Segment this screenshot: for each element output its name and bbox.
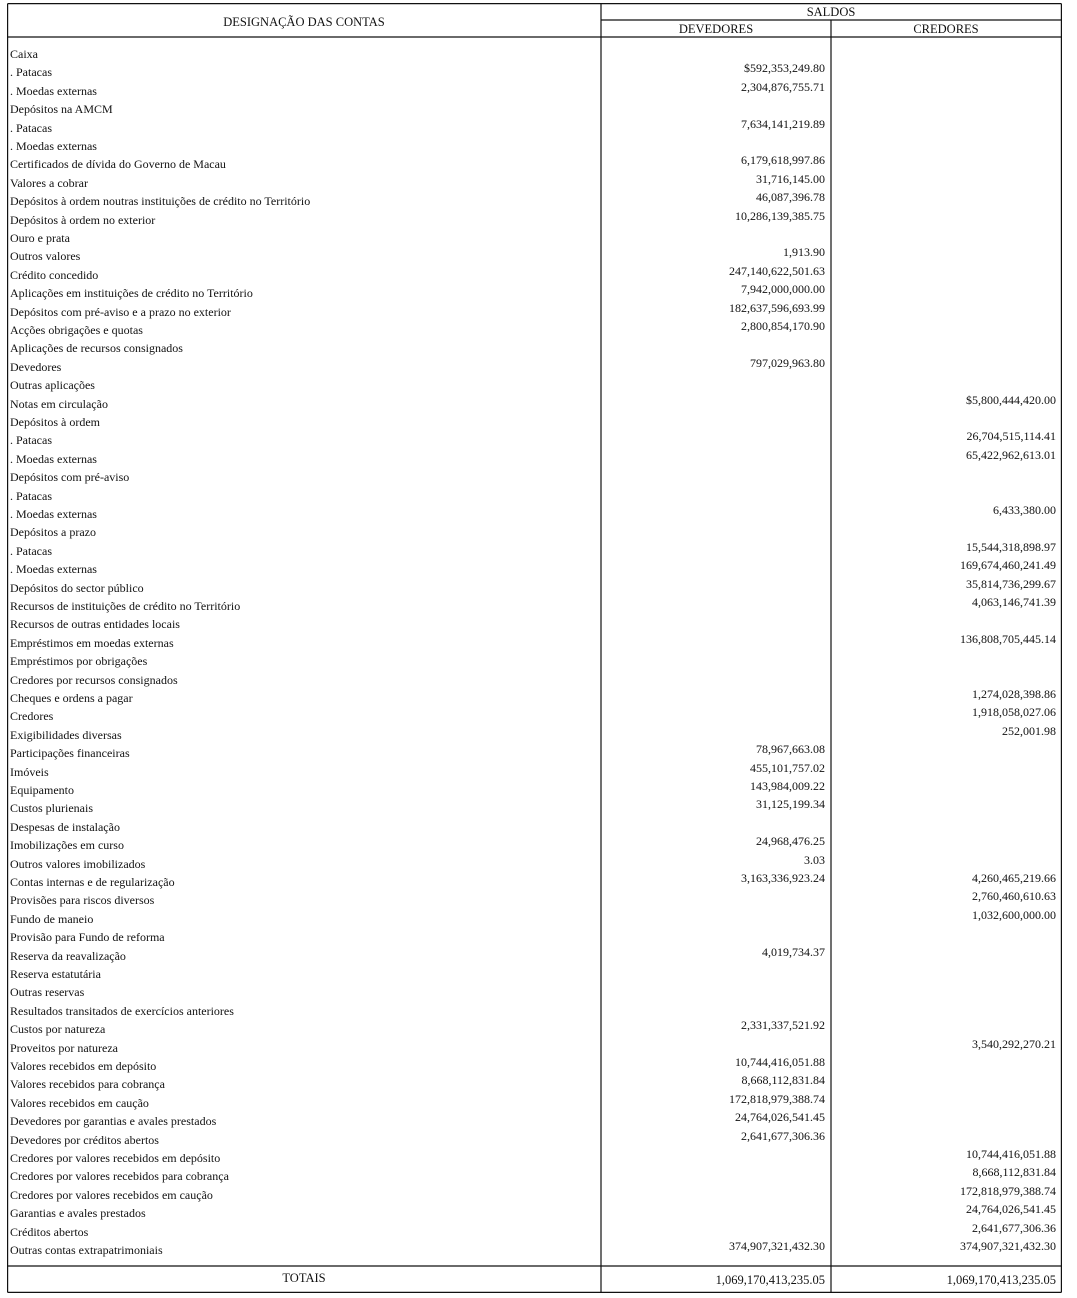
balance-sheet-table bbox=[7, 3, 1062, 1293]
account-label: . Moedas externas bbox=[10, 507, 97, 521]
credores-header: CREDORES bbox=[913, 22, 979, 36]
account-label: . Moedas externas bbox=[10, 451, 97, 466]
account-label: Depósitos na AMCM bbox=[10, 102, 113, 117]
debit-value: 8,668,112,831.84 bbox=[741, 1073, 825, 1088]
credit-value: 8,668,112,831.84 bbox=[972, 1165, 1056, 1180]
credit-value: 252,001.98 bbox=[1002, 723, 1056, 738]
debit-value: 797,029,963.80 bbox=[750, 355, 825, 370]
credit-value: 65,422,962,613.01 bbox=[966, 447, 1056, 462]
debit-value: 10,744,416,051.88 bbox=[735, 1055, 825, 1069]
credit-value: 1,274,028,398.86 bbox=[972, 687, 1056, 701]
credit-value: 169,674,460,241.49 bbox=[960, 558, 1056, 573]
debit-value: 24,764,026,541.45 bbox=[735, 1110, 825, 1125]
account-label: Empréstimos em moedas externas bbox=[10, 635, 174, 650]
account-label: Proveitos por natureza bbox=[10, 1040, 118, 1055]
credit-value: 1,032,600,000.00 bbox=[972, 907, 1056, 922]
debit-value: 7,634,141,219.89 bbox=[741, 116, 825, 131]
account-label: . Patacas bbox=[10, 120, 52, 135]
account-label: Depósitos com pré-aviso e a prazo no exterior bbox=[10, 304, 231, 319]
account-label: Certificados de dívida do Governo de Macau bbox=[10, 157, 226, 172]
account-label: Outras contas extrapatrimoniais bbox=[10, 1243, 163, 1257]
account-label: Depósitos à ordem bbox=[10, 415, 100, 429]
account-label: Devedores bbox=[10, 359, 62, 374]
account-label: Caixa bbox=[10, 47, 38, 61]
account-label: Valores recebidos em caução bbox=[10, 1095, 149, 1110]
credit-value: 10,744,416,051.88 bbox=[966, 1147, 1056, 1161]
credit-value: 24,764,026,541.45 bbox=[966, 1202, 1056, 1217]
debit-value: 182,637,596,693.99 bbox=[729, 300, 825, 315]
saldos-header: SALDOS bbox=[806, 5, 856, 19]
credit-value: 172,818,979,388.74 bbox=[960, 1183, 1056, 1198]
credit-value: 2,760,460,610.63 bbox=[972, 889, 1056, 904]
debit-value: 2,800,854,170.90 bbox=[741, 319, 825, 333]
account-label: . Moedas externas bbox=[10, 562, 97, 577]
debit-value: 3.03 bbox=[804, 852, 825, 867]
account-label: Contas internas e de regularização bbox=[10, 875, 175, 889]
credit-value: 4,063,146,741.39 bbox=[972, 595, 1056, 609]
debit-value: 143,984,009.22 bbox=[750, 779, 825, 793]
debit-value: 374,907,321,432.30 bbox=[729, 1239, 825, 1253]
debit-value: 2,641,677,306.36 bbox=[741, 1128, 825, 1143]
account-label: Outras aplicações bbox=[10, 378, 95, 393]
account-label: Aplicações de recursos consignados bbox=[10, 341, 183, 356]
debit-value: 46,087,396.78 bbox=[756, 190, 825, 205]
account-label: Ouro e prata bbox=[10, 231, 70, 245]
account-label: Valores recebidos para cobrança bbox=[10, 1077, 165, 1092]
debit-value: 6,179,618,997.86 bbox=[741, 153, 825, 168]
credit-value: 3,540,292,270.21 bbox=[972, 1036, 1056, 1051]
account-label: Despesas de instalação bbox=[10, 819, 120, 834]
debit-value: 31,125,199.34 bbox=[756, 797, 825, 812]
account-label: . Moedas externas bbox=[10, 139, 97, 153]
account-label: . Patacas bbox=[10, 488, 52, 503]
account-label: Imóveis bbox=[10, 764, 49, 779]
devedores-header: DEVEDORES bbox=[678, 22, 754, 36]
account-label: Devedores por créditos abertos bbox=[10, 1132, 159, 1147]
debit-value: 31,716,145.00 bbox=[756, 171, 825, 186]
credit-value: 15,544,318,898.97 bbox=[966, 539, 1056, 554]
credit-value: 136,808,705,445.14 bbox=[960, 631, 1056, 646]
account-label: Participações financeiras bbox=[10, 746, 130, 761]
account-label: . Moedas externas bbox=[10, 83, 97, 98]
account-label: Credores bbox=[10, 709, 54, 724]
totals-debit: 1,069,170,413,235.05 bbox=[715, 1273, 825, 1287]
totals-label: TOTAIS bbox=[282, 1271, 326, 1285]
credit-value: 374,907,321,432.30 bbox=[960, 1239, 1056, 1253]
account-label: Acções obrigações e quotas bbox=[10, 323, 143, 337]
account-label: . Patacas bbox=[10, 65, 52, 80]
designation-header: DESIGNAÇÃO DAS CONTAS bbox=[223, 15, 385, 29]
credit-value: 6,433,380.00 bbox=[993, 503, 1056, 517]
account-label: Valores recebidos em depósito bbox=[10, 1059, 157, 1073]
credit-value: 26,704,515,114.41 bbox=[966, 429, 1056, 444]
credit-value: 35,814,736,299.67 bbox=[966, 576, 1056, 591]
account-label: Fundo de maneio bbox=[10, 911, 94, 926]
debit-value: 24,968,476.25 bbox=[756, 834, 825, 849]
account-label: . Patacas bbox=[10, 543, 52, 558]
credit-value: $5,800,444,420.00 bbox=[966, 392, 1056, 407]
account-label: Depósitos à ordem no exterior bbox=[10, 212, 156, 227]
account-label: Provisões para riscos diversos bbox=[10, 893, 155, 908]
debit-value: 172,818,979,388.74 bbox=[729, 1091, 825, 1106]
account-label: Valores a cobrar bbox=[10, 175, 88, 190]
debit-value: 3,163,336,923.24 bbox=[741, 871, 825, 885]
debit-value: 78,967,663.08 bbox=[756, 742, 825, 757]
account-label: Cheques e ordens a pagar bbox=[10, 691, 133, 705]
account-label: Créditos abertos bbox=[10, 1224, 89, 1239]
account-label: Credores por valores recebidos em caução bbox=[10, 1187, 213, 1202]
credit-value: 2,641,677,306.36 bbox=[972, 1220, 1056, 1235]
account-label: Credores por valores recebidos em depósito bbox=[10, 1151, 221, 1165]
debit-value: $592,353,249.80 bbox=[744, 61, 825, 76]
account-label: Devedores por garantias e avales prestados bbox=[10, 1114, 217, 1129]
account-label: Recursos de outras entidades locais bbox=[10, 617, 180, 632]
account-label: Equipamento bbox=[10, 783, 74, 797]
account-label: Depósitos à ordem noutras instituições de crédito no Território bbox=[10, 194, 311, 209]
account-label: Outros valores bbox=[10, 249, 81, 264]
debit-value: 2,331,337,521.92 bbox=[741, 1018, 825, 1033]
credit-value: 1,918,058,027.06 bbox=[972, 705, 1056, 720]
account-label: Reserva da reavalização bbox=[10, 948, 126, 963]
account-label: Aplicações em instituições de crédito no Território bbox=[10, 286, 253, 301]
account-label: Resultados transitados de exercícios anteriores bbox=[10, 1003, 234, 1018]
debit-value: 247,140,622,501.63 bbox=[729, 263, 825, 278]
account-label: Reserva estatutária bbox=[10, 967, 101, 981]
account-label: Garantias e avales prestados bbox=[10, 1206, 146, 1221]
account-label: Imobilizações em curso bbox=[10, 838, 124, 853]
credit-value: 4,260,465,219.66 bbox=[972, 871, 1056, 885]
account-label: Depósitos a prazo bbox=[10, 525, 96, 540]
account-label: Empréstimos por obrigações bbox=[10, 654, 148, 669]
account-label: Depósitos com pré-aviso bbox=[10, 470, 130, 485]
account-label: Credores por recursos consignados bbox=[10, 672, 178, 687]
account-label: Exigibilidades diversas bbox=[10, 727, 122, 742]
account-label: Crédito concedido bbox=[10, 267, 99, 282]
debit-value: 4,019,734.37 bbox=[762, 944, 825, 959]
account-label: Credores por valores recebidos para cobrança bbox=[10, 1169, 229, 1184]
account-label: Outras reservas bbox=[10, 985, 85, 1000]
account-label: Outros valores imobilizados bbox=[10, 856, 146, 871]
debit-value: 10,286,139,385.75 bbox=[735, 208, 825, 223]
totals-credit: 1,069,170,413,235.05 bbox=[946, 1273, 1056, 1287]
account-label: Recursos de instituições de crédito no Território bbox=[10, 599, 241, 613]
account-label: Custos plurienais bbox=[10, 801, 93, 816]
account-label: Depósitos do sector público bbox=[10, 580, 144, 595]
account-label: Custos por natureza bbox=[10, 1022, 106, 1037]
debit-value: 1,913.90 bbox=[783, 245, 825, 260]
debit-value: 2,304,876,755.71 bbox=[741, 79, 825, 94]
account-label: Provisão para Fundo de reforma bbox=[10, 930, 165, 945]
account-label: Notas em circulação bbox=[10, 396, 108, 411]
account-label: . Patacas bbox=[10, 433, 52, 448]
debit-value: 455,101,757.02 bbox=[750, 760, 825, 775]
debit-value: 7,942,000,000.00 bbox=[741, 282, 825, 297]
